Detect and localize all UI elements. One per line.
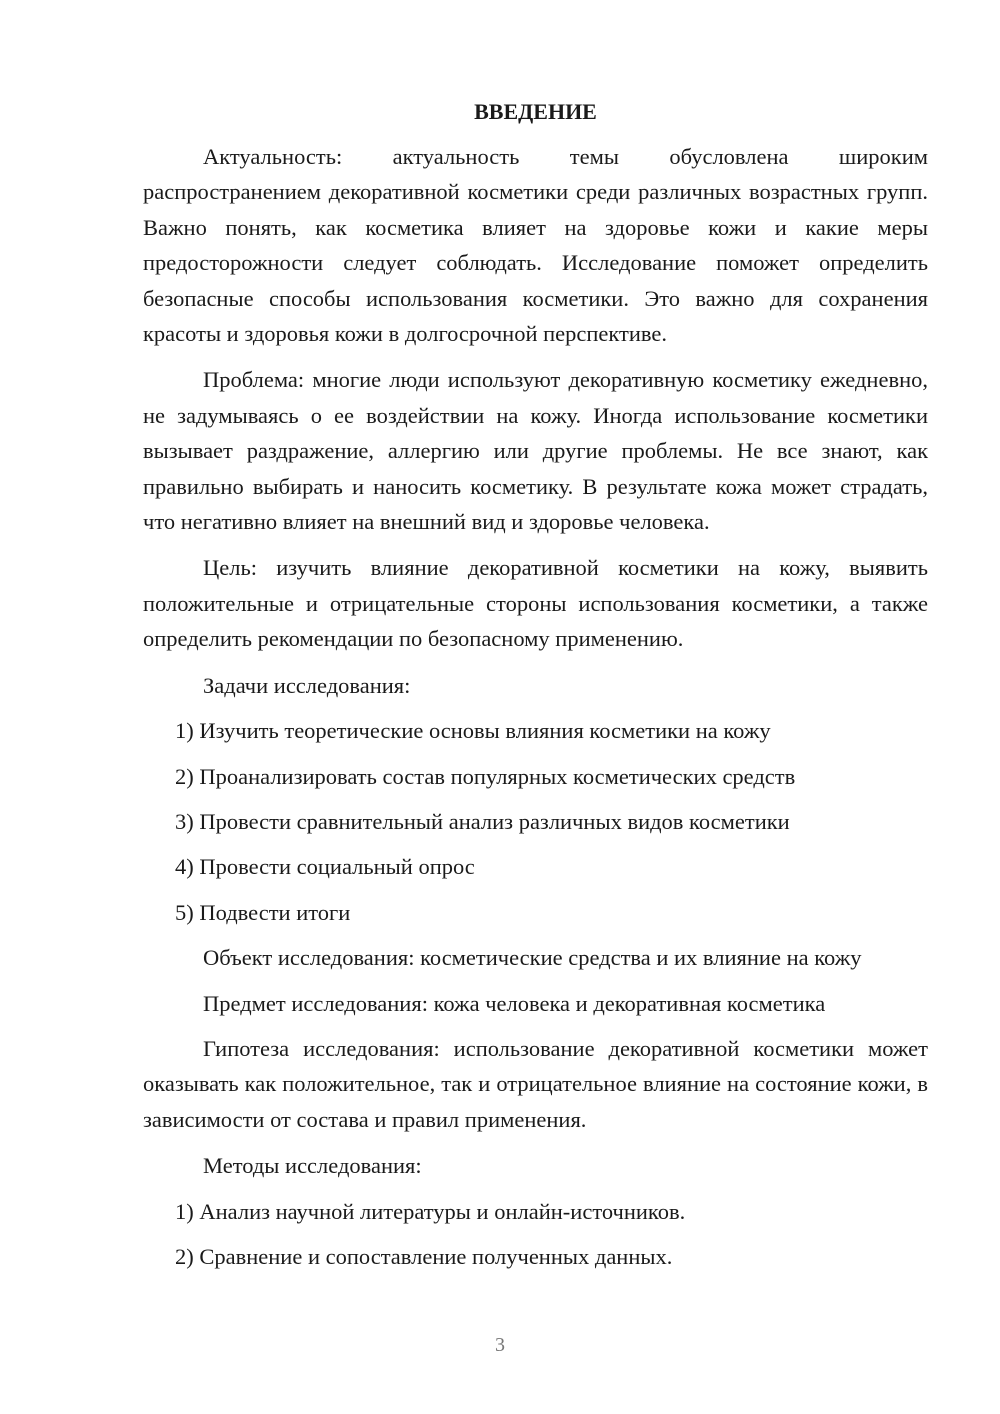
task-item: 2) Проанализировать состав популярных косметических средств xyxy=(175,763,796,789)
method-item: 1) Анализ научной литературы и онлайн-источников. xyxy=(175,1198,686,1224)
task-item: 5) Подвести итоги xyxy=(175,899,351,925)
relevance-paragraph: Актуальность: актуальность темы обусловлена широким распространением декоративной косметики среди различных возрастных групп. Важно понять, как косметика влияет на здоровье кожи и какие меры предосторожности следует соблюдать. Исследование поможет определить безопасные способы использования косметики. Это важно для сохранения красоты и здоровья кожи в долгосрочной перспективе. xyxy=(143,144,928,347)
page-content xyxy=(143,96,928,1284)
page-title: ВВЕДЕНИЕ xyxy=(474,99,597,124)
problem-paragraph: Проблема: многие люди используют декоративную косметику ежедневно, не задумываясь о ее воздействии на кожу. Иногда использование косметики вызывает раздражение, аллергию или другие проблемы. Не все знают, как правильно выбирать и наносить косметику. В результате кожа может страдать, что негативно влияет на внешний вид и здоровье человека. xyxy=(143,367,928,535)
research-object: Объект исследования: косметические средства и их влияние на кожу xyxy=(203,945,862,971)
goal-paragraph: Цель: изучить влияние декоративной косметики на кожу, выявить положительные и отрицательные стороны использования косметики, а также определить рекомендации по безопасному применению. xyxy=(143,555,928,652)
task-item: 4) Провести социальный опрос xyxy=(175,854,475,880)
tasks-heading: Задачи исследования: xyxy=(203,672,411,698)
page-number: 3 xyxy=(495,1334,505,1356)
task-item: 1) Изучить теоретические основы влияния косметики на кожу xyxy=(175,718,771,744)
method-item: 2) Сравнение и сопоставление полученных данных. xyxy=(175,1243,673,1269)
hypothesis-paragraph: Гипотеза исследования: использование декоративной косметики может оказывать как положительное, так и отрицательное влияние на состояние кожи, в зависимости от состава и правил применения. xyxy=(143,1035,928,1132)
methods-list xyxy=(143,1194,928,1275)
research-subject: Предмет исследования: кожа человека и декоративная косметика xyxy=(203,990,826,1016)
task-item: 3) Провести сравнительный анализ различных видов косметики xyxy=(175,808,790,834)
tasks-list xyxy=(143,713,928,930)
methods-heading: Методы исследования: xyxy=(203,1153,422,1179)
